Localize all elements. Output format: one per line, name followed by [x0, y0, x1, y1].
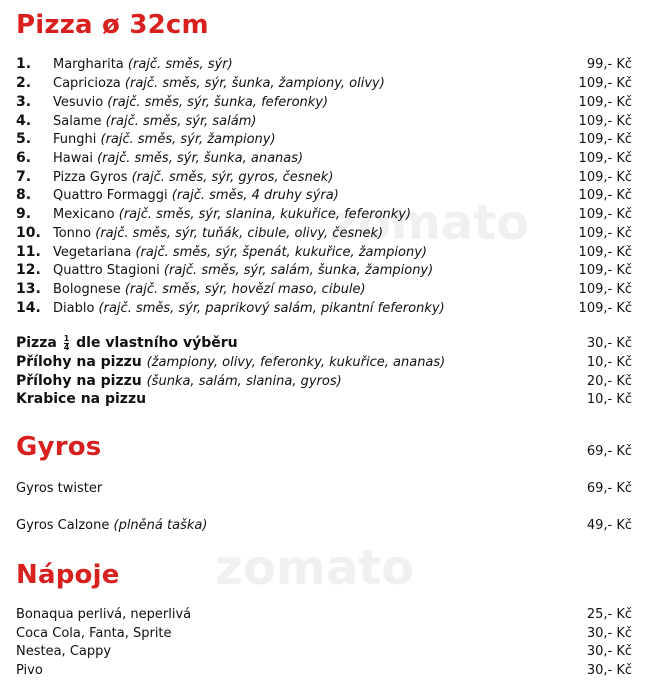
item-number: 8. [16, 187, 32, 203]
item-number: 3. [16, 94, 32, 110]
item-description: (rajč. směs, sýr, gyros, česnek) [131, 170, 334, 185]
price: 49,- Kč [586, 518, 632, 533]
item-description: (žampiony, olivy, feferonky, kukuřice, ananas) [146, 355, 446, 370]
item-name: Vesuvio [53, 95, 104, 110]
item-name: Bolognese [53, 282, 121, 297]
price: 10,- Kč [586, 355, 632, 370]
item-name-group [53, 280, 366, 299]
item-description: (rajč. směs, sýr, hovězí maso, cibule) [124, 282, 366, 297]
item-name-group [16, 479, 102, 498]
item-number: 14. [16, 300, 41, 316]
item-description: (plněná taška) [113, 518, 208, 533]
item-name-group [53, 224, 383, 243]
item-name-group [53, 205, 411, 224]
price: 109,- Kč [578, 301, 632, 316]
item-name: Salame [53, 114, 102, 129]
price: 109,- Kč [578, 226, 632, 241]
pizza-row [16, 186, 632, 205]
pizza-row [16, 280, 632, 299]
item-number: 11. [16, 244, 41, 260]
item-name-group [53, 112, 256, 131]
item-name: Pivo [16, 663, 43, 678]
item-number: 6. [16, 150, 32, 166]
price: 109,- Kč [578, 151, 632, 166]
pizza-row [16, 168, 632, 187]
gyros-row [16, 516, 632, 535]
pizza-row [16, 112, 632, 131]
item-description: (rajč. směs, sýr, špenát, kukuřice, žampiony) [135, 245, 427, 260]
item-description: (rajč. směs, sýr, šunka, feferonky) [107, 95, 329, 110]
quarter-fraction: $\frac{1}{4}$ [63, 333, 70, 352]
item-description: (rajč. směs, sýr, žampiony) [100, 132, 276, 147]
item-name-group [16, 353, 445, 372]
custom-pizza-prefix: Pizza [16, 335, 57, 351]
pizza-row [16, 299, 632, 318]
price: 109,- Kč [578, 207, 632, 222]
item-description: (rajč. směs, sýr, tuňák, cibule, olivy, česnek) [95, 226, 384, 241]
pizza-row [16, 149, 632, 168]
pizza-row [16, 74, 632, 93]
watermark: zomato [330, 195, 530, 251]
item-name-group [53, 93, 328, 112]
item-description: (rajč. směs, sýr, salám, šunka, žampiony) [163, 263, 434, 278]
item-name: Hawai [53, 151, 93, 166]
item-name: Nestea, Cappy [16, 644, 112, 659]
extra-row [16, 372, 632, 391]
item-number: 9. [16, 206, 32, 222]
item-name: Quattro Formaggi [53, 188, 168, 203]
item-name: Margharita [53, 57, 124, 72]
item-number: 10. [16, 225, 41, 241]
item-number: 2. [16, 75, 32, 91]
item-number: 7. [16, 169, 32, 185]
price: 99,- Kč [586, 57, 632, 72]
price: 109,- Kč [578, 170, 632, 185]
item-name: Gyros twister [16, 481, 103, 496]
item-name: Bonaqua perlivá, neperlivá [16, 607, 192, 622]
pizza-row [16, 243, 632, 262]
price: 30,- Kč [586, 336, 632, 351]
extra-row [16, 390, 632, 409]
item-name: Coca Cola, Fanta, Sprite [16, 626, 172, 641]
item-number: 1. [16, 56, 32, 72]
pizza-row [16, 93, 632, 112]
item-description: (rajč. směs, sýr, šunka, ananas) [97, 151, 304, 166]
custom-pizza-row [16, 334, 632, 353]
item-name: Quattro Stagioni [53, 263, 160, 278]
item-name: Vegetariana [53, 245, 132, 260]
drink-row [16, 624, 632, 643]
item-description: (rajč. směs, sýr, salám) [105, 114, 257, 129]
gyros-heading-price: 69,- Kč [586, 444, 632, 459]
gyros-row [16, 479, 632, 498]
price: 69,- Kč [586, 481, 632, 496]
pizza-row [16, 224, 632, 243]
item-name-group [53, 261, 433, 280]
item-name: Tonno [53, 226, 92, 241]
item-description: (rajč. směs, 4 druhy sýra) [171, 188, 339, 203]
item-description: (rajč. směs, sýr, šunka, žampiony, olivy) [124, 76, 385, 91]
item-name: Mexicano [53, 207, 115, 222]
price: 30,- Kč [586, 644, 632, 659]
pizza-heading: Pizza ø 32cm [16, 10, 209, 40]
item-description: (šunka, salám, slanina, gyros) [146, 374, 342, 389]
item-name: Diablo [53, 301, 95, 316]
drinks-heading: Nápoje [16, 560, 120, 590]
price: 20,- Kč [586, 374, 632, 389]
item-name-group [16, 372, 342, 391]
watermark: zomato [215, 540, 415, 596]
item-number: 5. [16, 131, 32, 147]
item-name-group [53, 130, 276, 149]
item-name-group [53, 168, 333, 187]
item-name-group [53, 299, 445, 318]
drink-row [16, 642, 632, 661]
drink-row [16, 605, 632, 624]
price: 109,- Kč [578, 114, 632, 129]
item-number: 12. [16, 262, 41, 278]
item-name-group [16, 390, 146, 409]
item-name: Funghi [53, 132, 97, 147]
price: 109,- Kč [578, 132, 632, 147]
price: 30,- Kč [586, 626, 632, 641]
price: 109,- Kč [578, 263, 632, 278]
price: 10,- Kč [586, 392, 632, 407]
item-name-group [53, 186, 339, 205]
price: 109,- Kč [578, 245, 632, 260]
price: 109,- Kč [578, 282, 632, 297]
pizza-row [16, 205, 632, 224]
item-name: Přílohy na pizzu [16, 373, 142, 389]
price: 109,- Kč [578, 76, 632, 91]
item-description: (rajč. směs, sýr, paprikový salám, pikantní feferonky) [98, 301, 445, 316]
item-name: Krabice na pizzu [16, 391, 147, 407]
item-description: (rajč. směs, sýr, slanina, kukuřice, feferonky) [118, 207, 412, 222]
pizza-row [16, 55, 632, 74]
price: 109,- Kč [578, 188, 632, 203]
custom-pizza-label: dle vlastního výběru [76, 335, 238, 351]
item-name-group [16, 516, 207, 535]
item-number: 4. [16, 113, 32, 129]
gyros-heading: Gyros [16, 432, 102, 462]
item-description: (rajč. směs, sýr) [127, 57, 233, 72]
item-name-group [53, 149, 303, 168]
item-name: Pizza Gyros [53, 170, 128, 185]
item-name: Přílohy na pizzu [16, 354, 142, 370]
item-name: Capricioza [53, 76, 121, 91]
price: 25,- Kč [586, 607, 632, 622]
extra-row [16, 353, 632, 372]
price: 109,- Kč [578, 95, 632, 110]
pizza-row [16, 130, 632, 149]
gyros-heading-price-row [16, 442, 632, 461]
pizza-row [16, 261, 632, 280]
item-number: 13. [16, 281, 41, 297]
drink-row [16, 661, 632, 680]
item-name-group [53, 243, 427, 262]
item-name-group [53, 74, 385, 93]
item-name: Gyros Calzone [16, 518, 110, 533]
price: 30,- Kč [586, 663, 632, 678]
item-name-group [53, 55, 233, 74]
